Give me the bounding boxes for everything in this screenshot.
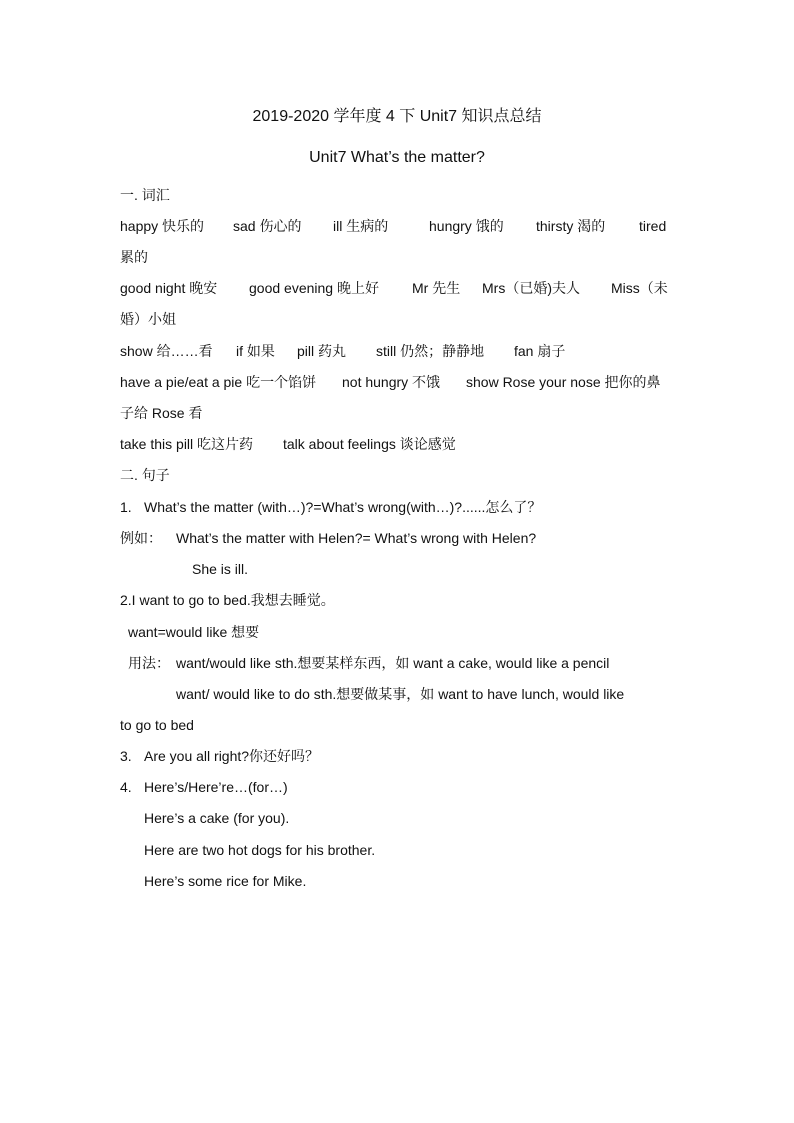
vocab-item: good evening 晚上好 — [249, 280, 379, 296]
vocab-item: Mrs（已婚)夫人 — [482, 280, 580, 296]
vocab-item: tired — [639, 218, 667, 234]
item-number: 3. — [120, 748, 132, 764]
example-text: Here’s some rice for Mike. — [144, 873, 307, 889]
sentence-text: Are you all right?你还好吗？ — [144, 748, 320, 764]
vocab-item: Miss（未 — [611, 280, 668, 296]
usage-text: want/would like sth.想要某样东西，如 want a cake, would like a pencil — [176, 655, 610, 671]
answer-text: She is ill. — [192, 561, 249, 577]
sentence-2: 2.I want to go to bed.我想去睡觉。 — [120, 592, 335, 608]
vocab-item: ill 生病的 — [333, 218, 389, 234]
vocab-item: good night 晚安 — [120, 280, 218, 296]
vocab-item: show Rose your nose 把你的鼻 — [466, 374, 661, 390]
vocab-item: show 给……看 — [120, 343, 213, 359]
sentences-heading: 二. 句子 — [120, 467, 170, 483]
vocab-item: thirsty 渴的 — [536, 218, 606, 234]
vocab-item: take this pill 吃这片药 — [120, 436, 254, 452]
equivalence-text: want=would like 想要 — [128, 624, 260, 640]
vocab-row-2-wrap: 婚）小姐 — [120, 311, 176, 327]
vocab-item: hungry 饿的 — [429, 218, 504, 234]
vocab-item: Mr 先生 — [412, 280, 461, 296]
vocab-item: have a pie/eat a pie 吃一个馅饼 — [120, 374, 317, 390]
vocab-item: happy 快乐的 — [120, 218, 205, 234]
usage-text: want/ would like to do sth.想要做某事，如 want to have lunch, would like — [176, 686, 625, 702]
vocab-item: pill 药丸 — [297, 343, 347, 359]
item-number: 1. — [120, 499, 132, 515]
vocab-item: fan 扇子 — [514, 343, 566, 359]
item-number: 4. — [120, 779, 132, 795]
usage-label: 用法： — [128, 655, 170, 671]
sentence-text: Here’s/Here’re…(for…) — [144, 779, 288, 795]
example-text: Here’s a cake (for you). — [144, 810, 290, 826]
sentence-2-usage-2-wrap: to go to bed — [120, 717, 194, 733]
vocab-item: talk about feelings 谈论感觉 — [283, 436, 456, 452]
sentence-text: What’s the matter (with…)?=What’s wrong(with…)?......怎么了？ — [144, 499, 542, 515]
vocab-item: if 如果 — [236, 343, 275, 359]
vocab-item: still 仍然；静静地 — [376, 343, 485, 359]
example-label: 例如： — [120, 530, 162, 546]
example-text: Here are two hot dogs for his brother. — [144, 842, 376, 858]
example-text: What’s the matter with Helen?= What’s wrong with Helen? — [176, 530, 537, 546]
vocab-item: not hungry 不饿 — [342, 374, 441, 390]
vocab-item: sad 伤心的 — [233, 218, 302, 234]
vocab-heading: 一. 词汇 — [120, 187, 170, 203]
document-title: 2019-2020 学年度 4 下 Unit7 知识点总结 — [252, 108, 542, 125]
vocab-row-4-wrap: 子给 Rose 看 — [120, 405, 203, 421]
document-subtitle: Unit7 What’s the matter? — [309, 149, 485, 166]
vocab-row-1-wrap: 累的 — [120, 249, 148, 265]
